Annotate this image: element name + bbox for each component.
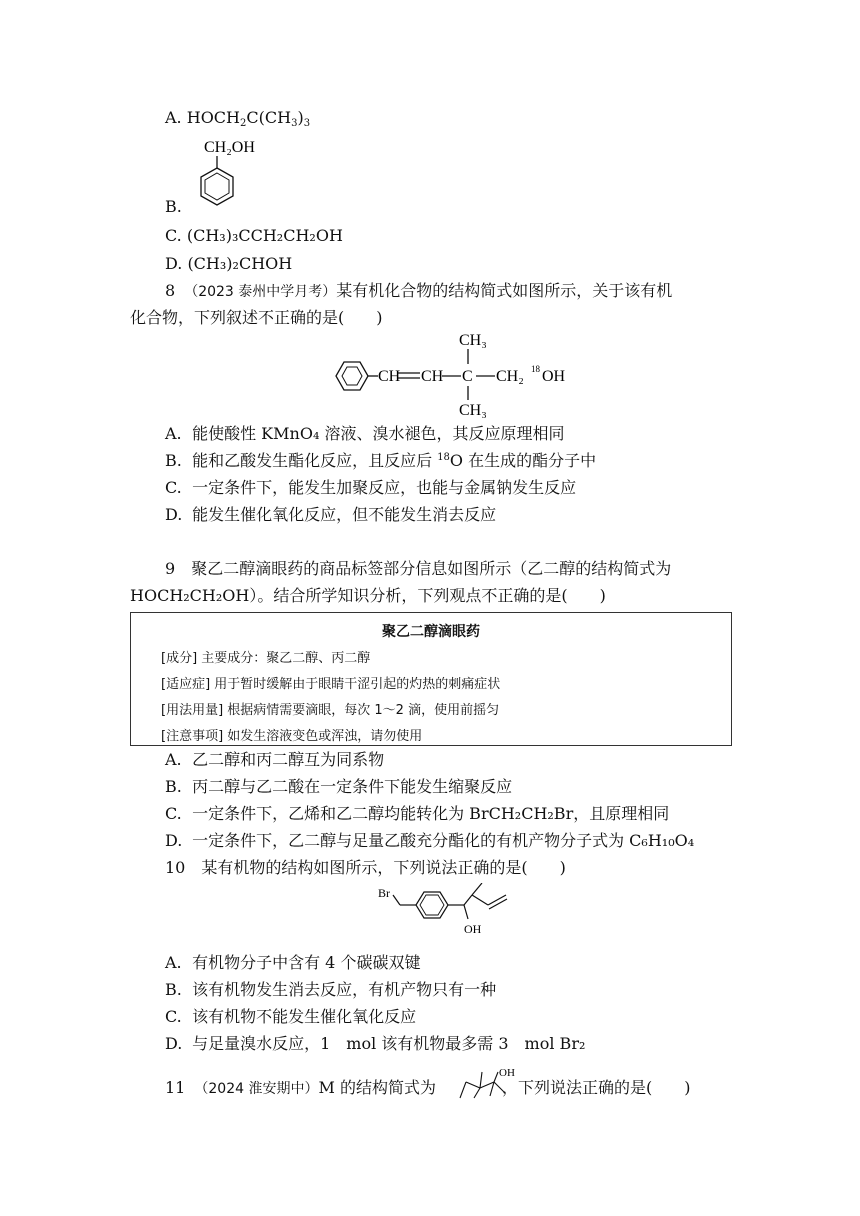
q11-structure [456,1062,526,1102]
q8-option-a: A. 能使酸性 KMnO₄ 溶液、溴水褪色，其反应原理相同 [165,424,565,443]
q7-option-c: C. (CH₃)₃CCH₂CH₂OH [165,226,343,245]
q10-option-d: D. 与足量溴水反应，1 mol 该有机物最多需 3 mol Br₂ [165,1034,586,1053]
q9-option-b: B. 丙二醇与乙二酸在一定条件下能发生缩聚反应 [165,777,513,796]
svg-text:Br: Br [378,886,390,900]
svg-text:CH₃: CH₃ [459,402,487,419]
q10-option-a: A. 有机物分子中含有 4 个碳碳双键 [165,953,421,972]
drug-label-line: [注意事项] 如发生溶液变色或浑浊，请勿使用 [161,729,423,744]
q8-option-b: B. 能和乙酸发生酯化反应，且反应后 $^{18}$O 在生成的酯分子中 [165,451,597,470]
q8-structure [320,330,580,420]
svg-text:18: 18 [531,364,540,374]
q11-stem: 11 （2024 淮安期中）M 的结构简式为 ，下列说法正确的是( ) [165,1078,691,1097]
drug-label-title: 聚乙二醇滴眼药 [382,624,480,640]
q10-option-b: B. 该有机物发生消去反应，有机产物只有一种 [165,980,497,999]
q8-stem-line1: 8 （2023 泰州中学月考）某有机化合物的结构简式如图所示，关于该有机 [165,281,673,300]
svg-text:OH: OH [499,1067,515,1079]
q8-option-c: C. 一定条件下，能发生加聚反应，也能与金属钠发生反应 [165,478,577,497]
q7-option-b: B. [165,197,182,216]
svg-text:OH: OH [542,368,566,385]
q9-option-d: D. 一定条件下，乙二醇与足量乙酸充分酯化的有机产物分子式为 C₆H₁₀O₄ [165,831,695,850]
svg-text:CH: CH [421,368,444,385]
svg-text:OH: OH [464,922,482,936]
svg-text:CH₃: CH₃ [459,332,487,349]
drug-label-line: [适应症] 用于暂时缓解由于眼睛干涩引起的灼热的刺痛症状 [161,677,501,692]
q9-option-c: C. 一定条件下，乙烯和乙二醇均能转化为 BrCH₂CH₂Br，且原理相同 [165,804,670,823]
q10-structure [378,883,528,943]
svg-text:CH: CH [378,368,401,385]
q10-option-c: C. 该有机物不能发生催化氧化反应 [165,1007,417,1026]
drug-label-line: [用法用量] 根据病情需要滴眼，每次 1～2 滴，使用前摇匀 [161,703,500,718]
drug-label-line: [成分] 主要成分：聚乙二醇、丙二醇 [161,651,371,666]
q9-option-a: A. 乙二醇和丙二醇互为同系物 [165,750,385,769]
q10-stem: 10 某有机物的结构如图所示，下列说法正确的是( ) [165,858,566,877]
q9-stem-line1: 9 聚乙二醇滴眼药的商品标签部分信息如图所示（乙二醇的结构简式为 [165,559,672,578]
q7-option-b-structure [186,134,266,214]
q8-option-d: D. 能发生催化氧化反应，但不能发生消去反应 [165,505,497,524]
svg-text:C: C [462,368,473,385]
svg-text:CH₂: CH₂ [496,368,524,385]
q7-option-a: A. $HOCH_2C(CH_3)_3$ [165,108,311,129]
ch2oh-label: CH₂OH [204,139,255,156]
drug-label-box [130,612,732,746]
q9-stem-line2: HOCH₂CH₂OH）。结合所学知识分析，下列观点不正确的是( ) [130,586,606,605]
q8-stem-line2: 化合物，下列叙述不正确的是( ) [130,308,383,327]
q7-option-d: D. (CH₃)₂CHOH [165,254,293,273]
